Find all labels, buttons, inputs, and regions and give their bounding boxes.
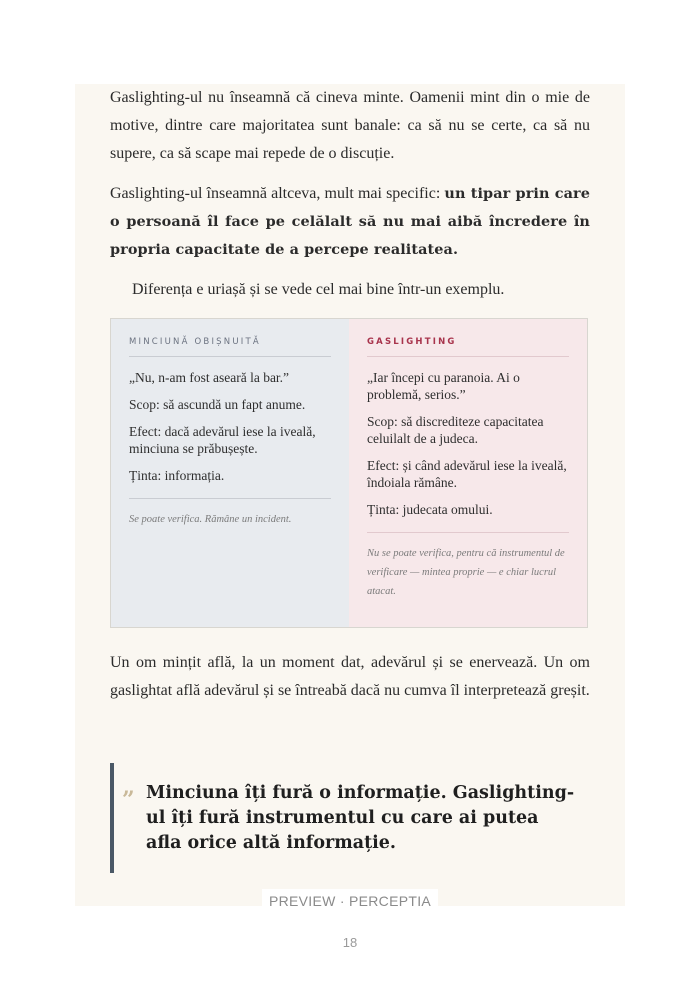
paragraph-contrast: Un om mințit află, la un moment dat, adevărul și se enervează. Un om gaslightat află adevărul și se întreabă dacă nu cumva îl interpretează greșit. bbox=[110, 654, 590, 699]
running-footer: PREVIEW · PERCEPTIA bbox=[262, 889, 438, 913]
pull-quote bbox=[110, 763, 580, 873]
column-heading: MINCIUNĂ OBIȘNUITĂ bbox=[129, 337, 331, 357]
pull-quote-text: Minciuna îți fură o informație. Gaslighting-ul îți fură instrumentul cu care ai putea afla orice altă informație. bbox=[146, 783, 575, 853]
paragraph-example-intro: Diferența e uriașă și se vede cel mai bine într-un exemplu. bbox=[132, 281, 505, 298]
outro-text bbox=[110, 649, 590, 705]
paragraph-emphasis: un tipar prin care o persoană îl face pe celălalt să nu mai aibă încredere în propria capacitate de a percepe realitatea. bbox=[110, 185, 590, 258]
column-ordinary-lie bbox=[111, 319, 349, 627]
gaslighting-purpose: Scop: să discrediteze capacitatea celuilalt de a judeca. bbox=[367, 414, 544, 446]
lie-target: Ținta: informația. bbox=[129, 468, 225, 483]
gaslighting-effect: Efect: și când adevărul iese la iveală, îndoiala rămâne. bbox=[367, 458, 567, 490]
column-heading: GASLIGHTING bbox=[367, 337, 569, 357]
gaslighting-example: „Iar începi cu paranoia. Ai o problemă, serios.” bbox=[367, 370, 520, 402]
gaslighting-footnote: Nu se poate verifica, pentru că instrumentul de verificare — mintea proprie — e chiar lucrul atacat. bbox=[367, 532, 569, 601]
column-gaslighting bbox=[349, 319, 587, 627]
intro-text bbox=[110, 84, 590, 304]
paragraph-specific bbox=[110, 180, 590, 264]
lie-effect: Efect: dacă adevărul iese la iveală, minciuna se prăbușește. bbox=[129, 424, 316, 456]
comparison-box bbox=[110, 318, 588, 628]
quote-mark-icon: ” bbox=[122, 787, 135, 813]
paragraph-definition: Gaslighting-ul nu înseamnă că cineva minte. Oamenii mint din o mie de motive, dintre care majoritatea sunt banale: ca să nu se certe, ca să nu supere, ca să scape mai repede de o discuție. bbox=[110, 89, 590, 162]
page-number: 18 bbox=[342, 935, 358, 950]
lie-footnote: Se poate verifica. Rămâne un incident. bbox=[129, 498, 331, 529]
gaslighting-target: Ținta: judecata omului. bbox=[367, 502, 493, 517]
lie-purpose: Scop: să ascundă un fapt anume. bbox=[129, 397, 306, 412]
lie-example: „Nu, n-am fost aseară la bar.” bbox=[129, 370, 290, 385]
paragraph-lead: Gaslighting-ul înseamnă altceva, mult mai specific: bbox=[110, 185, 445, 202]
